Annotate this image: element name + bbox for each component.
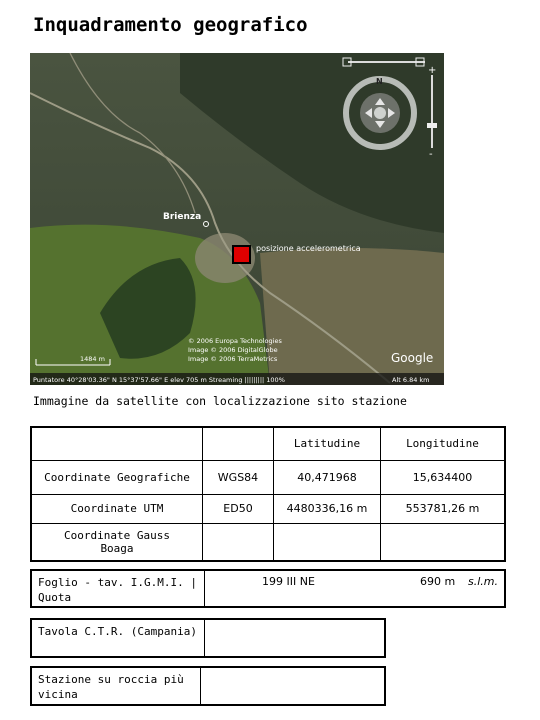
foglio-sheet: 199 III NE bbox=[262, 575, 315, 588]
row-longitude bbox=[381, 523, 506, 561]
row-label: Coordinate UTM bbox=[31, 494, 203, 523]
scale-label: 1484 m bbox=[80, 355, 105, 363]
row-longitude: 553781,26 m bbox=[381, 494, 506, 523]
station-marker-icon bbox=[233, 246, 250, 263]
table-row bbox=[31, 523, 505, 561]
divider bbox=[204, 571, 205, 606]
row-longitude: 15,634400 bbox=[381, 460, 506, 494]
header-cell bbox=[203, 427, 274, 460]
copyright-line-2: Image © 2006 DigitalGlobe bbox=[188, 346, 278, 354]
header-latitude: Latitudine bbox=[274, 427, 381, 460]
table-header-row bbox=[31, 427, 505, 460]
header-longitude: Longitudine bbox=[381, 427, 506, 460]
divider bbox=[200, 668, 201, 704]
satellite-map[interactable] bbox=[30, 53, 444, 385]
map-caption: Immagine da satellite con localizzazione sito stazione bbox=[33, 394, 407, 408]
town-label: Brienza bbox=[163, 212, 202, 222]
stazione-label: Stazione su roccia più vicina bbox=[38, 673, 184, 701]
stazione-box bbox=[30, 666, 386, 706]
row-datum: WGS84 bbox=[203, 460, 274, 494]
table-row bbox=[31, 494, 505, 523]
zoom-handle-icon bbox=[427, 123, 437, 128]
row-datum: ED50 bbox=[203, 494, 274, 523]
tavola-label: Tavola C.T.R. (Campania) bbox=[38, 625, 197, 638]
copyright-line-1: © 2006 Europa Technologies bbox=[188, 337, 282, 345]
quota-unit: s.l.m. bbox=[468, 575, 498, 588]
table-row bbox=[31, 460, 505, 494]
status-bar-altitude: Alt 6.84 km bbox=[392, 376, 430, 384]
copyright-line-3: Image © 2006 TerraMetrics bbox=[188, 355, 278, 363]
foglio-label: Foglio - tav. I.G.M.I. | Quota bbox=[38, 576, 197, 604]
header-cell bbox=[31, 427, 203, 460]
status-bar-text: Puntatore 40°28'03.36" N 15°37'57.66" E elev 705 m Streaming ||||||||| 100% bbox=[33, 376, 285, 384]
foglio-box bbox=[30, 569, 506, 608]
tavola-box bbox=[30, 618, 386, 658]
marker-label: posizione accelerometrica bbox=[256, 244, 361, 253]
quota-value: 690 m bbox=[420, 575, 456, 588]
google-logo: Google bbox=[391, 351, 434, 365]
row-label: Coordinate Gauss Boaga bbox=[31, 523, 203, 561]
zoom-out-icon: - bbox=[429, 149, 433, 160]
page-title: Inquadramento geografico bbox=[33, 14, 308, 36]
row-latitude: 4480336,16 m bbox=[274, 494, 381, 523]
row-label: Coordinate Geografiche bbox=[31, 460, 203, 494]
divider bbox=[204, 620, 205, 656]
row-latitude bbox=[274, 523, 381, 561]
coordinates-table bbox=[30, 426, 506, 562]
compass-north-label: N bbox=[376, 77, 383, 86]
zoom-in-icon: + bbox=[428, 65, 437, 76]
row-datum bbox=[203, 523, 274, 561]
row-latitude: 40,471968 bbox=[274, 460, 381, 494]
